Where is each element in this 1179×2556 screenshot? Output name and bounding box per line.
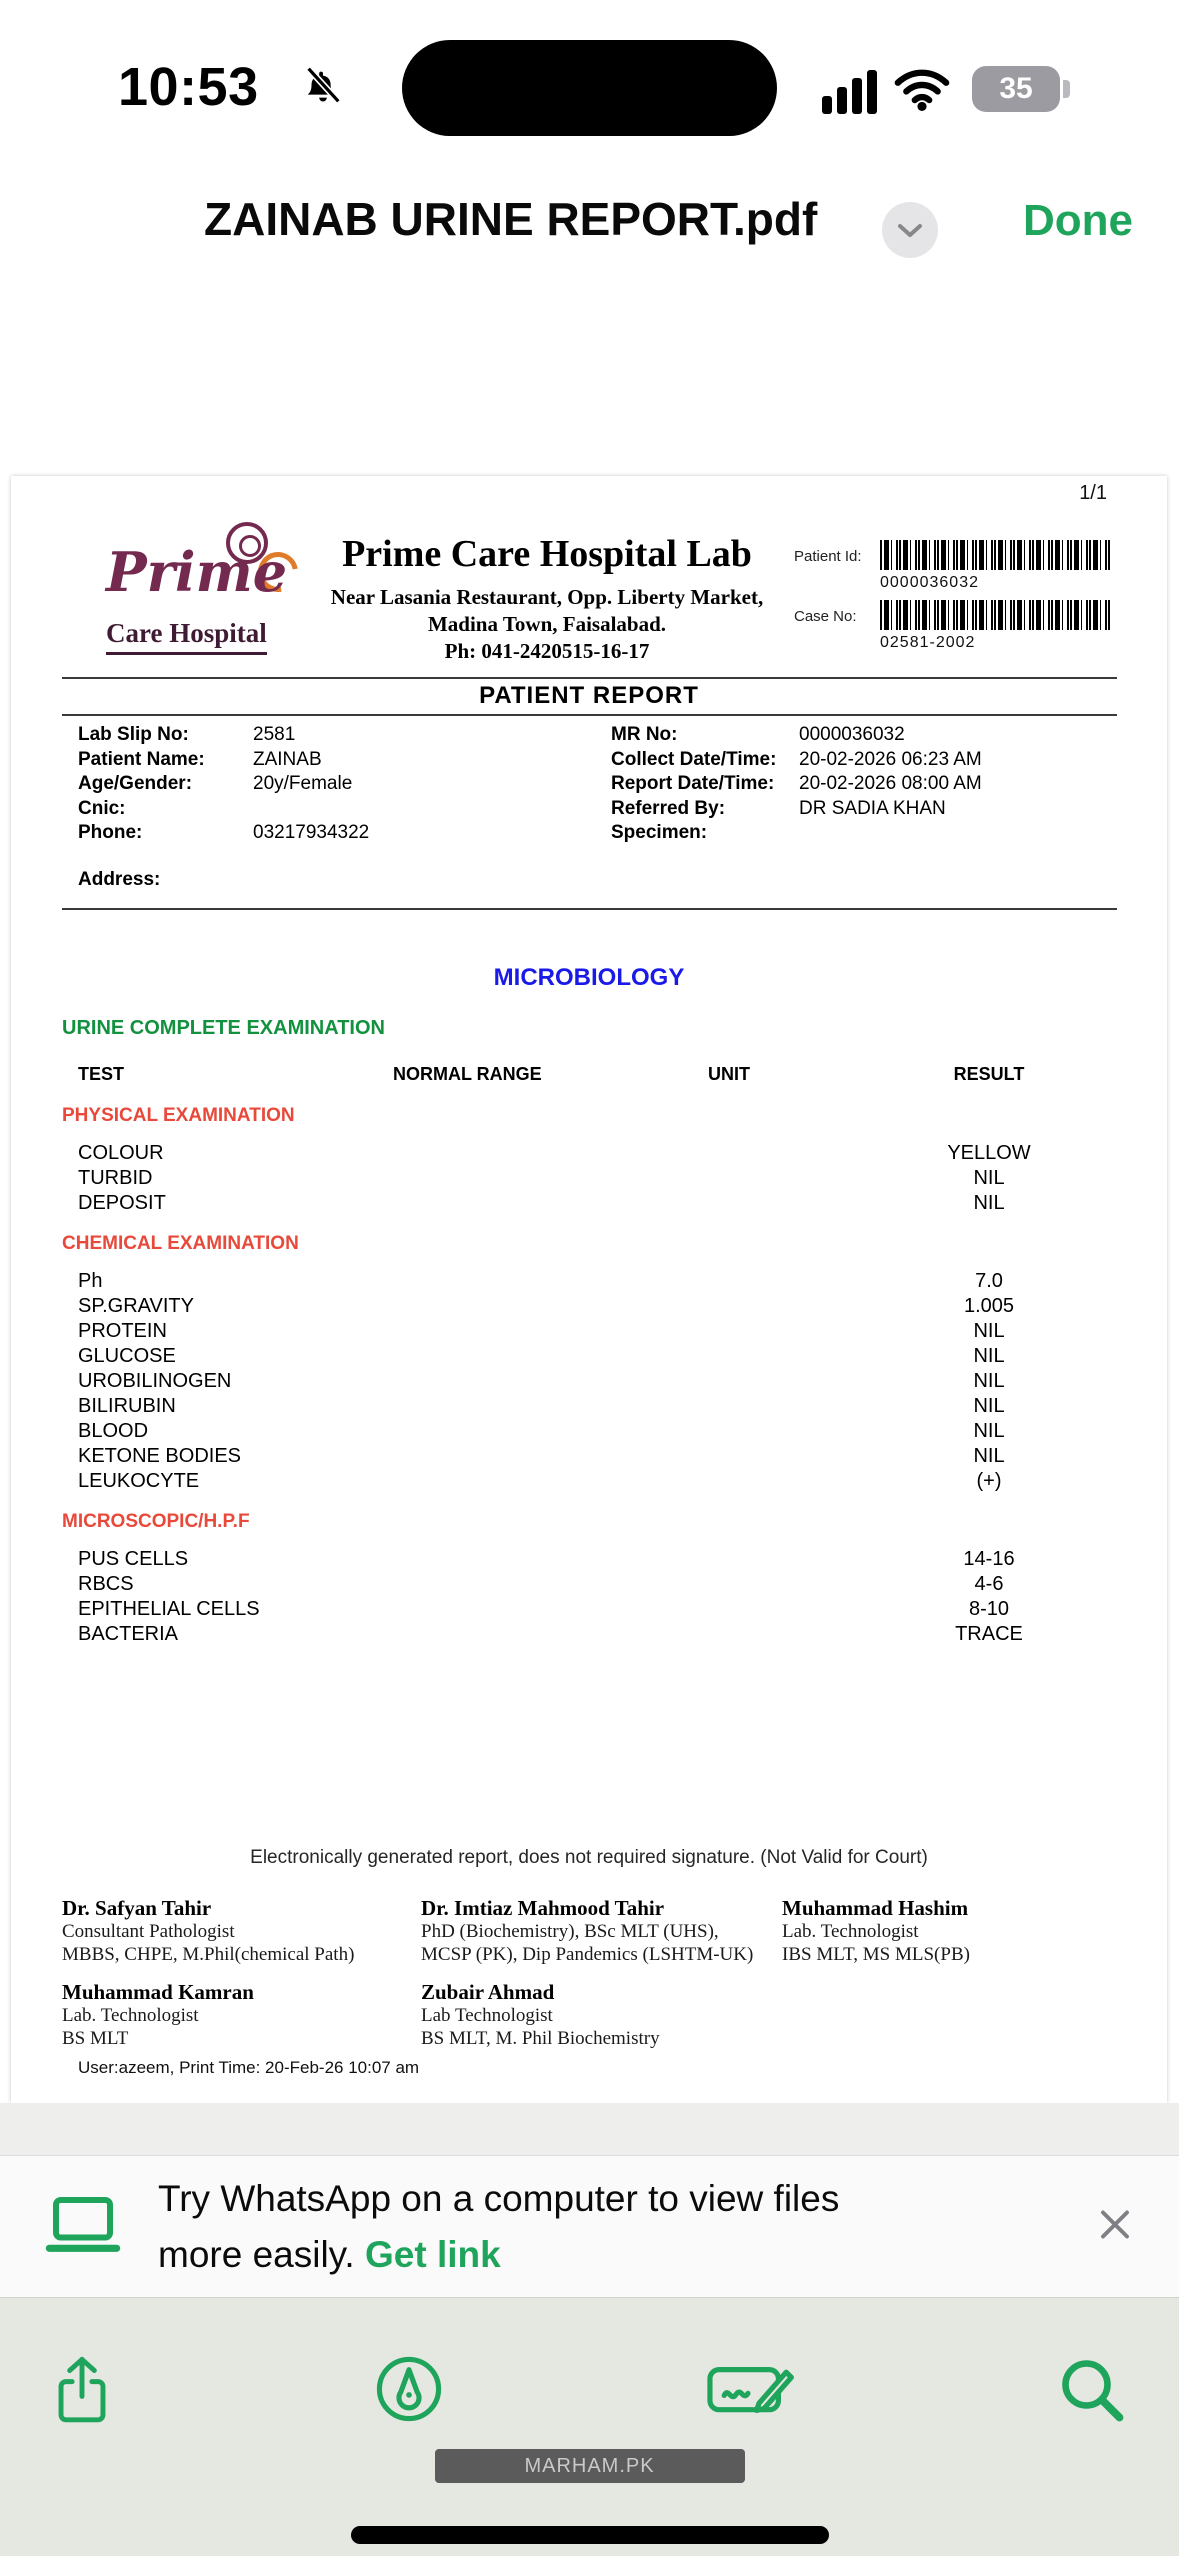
banner-text: Try WhatsApp on a computer to view files more easily. Get link [158, 2177, 840, 2275]
exam-heading: URINE COMPLETE EXAMINATION [62, 1017, 385, 1039]
info-row: Referred By: DR SADIA KHAN [611, 797, 946, 819]
group-heading-chemical: CHEMICAL EXAMINATION [62, 1233, 299, 1254]
print-info: User:azeem, Print Time: 20-Feb-26 10:07 am [78, 2058, 420, 2077]
case-no-barcode [880, 600, 1110, 630]
info-row: Specimen: [611, 822, 708, 844]
case-no-value: 02581-2002 [880, 634, 976, 651]
divider [62, 677, 1117, 679]
hospital-name: Prime Care Hospital Lab [342, 533, 752, 575]
signatory: Dr. Safyan Tahir Consultant Pathologist MBBS, CHPE, M.Phil(chemical Path) [62, 1896, 355, 1965]
watermark-label: MARHAM.PK [435, 2449, 745, 2483]
info-row: Report Date/Time: 20-02-2026 08:00 AM [611, 773, 982, 795]
close-icon [1097, 2206, 1133, 2242]
home-indicator[interactable] [351, 2526, 829, 2544]
table-row: SP.GRAVITY 1.005 [78, 1295, 1015, 1317]
pdf-page[interactable] [11, 476, 1167, 2103]
info-row: Age/Gender: 20y/Female [78, 773, 353, 795]
get-link-button[interactable]: Get link [365, 2233, 501, 2275]
table-row: BILIRUBIN NIL [78, 1395, 1005, 1417]
table-row: BLOOD NIL [78, 1420, 1005, 1442]
info-row: Lab Slip No: 2581 [78, 724, 296, 745]
table-row: GLUCOSE NIL [78, 1345, 1005, 1367]
table-row: Ph 7.0 [78, 1270, 1003, 1292]
share-icon [52, 2352, 112, 2426]
hospital-address-line1: Near Lasania Restaurant, Opp. Liberty Market, [330, 585, 764, 609]
group-heading-microscopic: MICROSCOPIC/H.P.F [62, 1511, 250, 1532]
laptop-icon [44, 2192, 122, 2261]
wifi-icon [893, 68, 951, 117]
patient-id-value: 0000036032 [880, 574, 979, 591]
page-indicator: 1/1 [1079, 482, 1107, 504]
table-row: PROTEIN NIL [78, 1320, 1005, 1342]
battery-percent: 35 [999, 72, 1033, 105]
table-row: RBCS 4-6 [78, 1573, 1004, 1595]
table-row: PUS CELLS 14-16 [78, 1548, 1015, 1570]
logo-subtext: Care Hospital [106, 618, 267, 655]
group-heading-physical: PHYSICAL EXAMINATION [62, 1105, 295, 1126]
markup-pen-icon [373, 2353, 445, 2425]
report-title: PATIENT REPORT [479, 682, 699, 709]
banner-close-button[interactable] [1097, 2206, 1133, 2247]
pdf-toolbar [0, 2297, 1179, 2556]
table-row: TURBID NIL [78, 1167, 1005, 1189]
divider [62, 714, 1117, 716]
table-row: DEPOSIT NIL [78, 1192, 1005, 1214]
search-icon [1055, 2353, 1127, 2425]
info-row: Address: [78, 868, 161, 890]
info-row: Patient Name: ZAINAB [78, 748, 322, 770]
dynamic-island [402, 40, 777, 136]
battery-icon [972, 66, 1060, 112]
whatsapp-desktop-banner [0, 2155, 1179, 2297]
patient-id-label: Patient Id: [794, 548, 862, 565]
chevron-down-icon [897, 222, 923, 238]
section-heading-microbiology: MICROBIOLOGY [493, 964, 685, 991]
document-title: ZAINAB URINE REPORT.pdf [204, 193, 818, 245]
table-row: LEUKOCYTE (+) [78, 1470, 1002, 1492]
share-button[interactable] [52, 2352, 112, 2426]
hospital-address-line2: Madina Town, Faisalabad. [427, 612, 667, 636]
patient-id-barcode [880, 540, 1110, 570]
signatory: Muhammad Hashim Lab. Technologist IBS MLT, MS MLS(PB) [782, 1896, 970, 1965]
hospital-header [292, 532, 802, 665]
table-row: BACTERIA TRACE [78, 1623, 1023, 1645]
mute-bell-icon [300, 62, 346, 113]
disclaimer-text: Electronically generated report, does not required signature. (Not Valid for Court) [250, 1847, 928, 1868]
signature-icon [706, 2358, 794, 2420]
markup-button[interactable] [373, 2353, 445, 2425]
table-header-row: TEST NORMAL RANGE UNIT RESULT [78, 1064, 1025, 1084]
table-row: COLOUR YELLOW [78, 1142, 1031, 1164]
info-row: Phone: 03217934322 [78, 822, 370, 844]
logo-script-text: Prime [106, 540, 288, 604]
table-row: KETONE BODIES NIL [78, 1445, 1005, 1467]
viewer-gap-strip [0, 2103, 1179, 2155]
signatory: Dr. Imtiaz Mahmood Tahir PhD (Biochemistry), BSc MLT (UHS), MCSP (PK), Dip Pandemics (LSHTM-UK) [421, 1896, 754, 1965]
status-time: 10:53 [118, 57, 259, 117]
table-row: EPITHELIAL CELLS 8-10 [78, 1598, 1010, 1620]
done-button[interactable]: Done [1023, 196, 1133, 245]
patient-info-left [78, 723, 548, 893]
hospital-phone: Ph: 041-2420515-16-17 [444, 639, 650, 663]
results-table [11, 1064, 1167, 1648]
signatory: Muhammad Kamran Lab. Technologist BS MLT [62, 1980, 254, 2049]
divider [62, 908, 1117, 910]
info-row: MR No: 0000036032 [611, 724, 905, 745]
title-options-button[interactable] [882, 202, 938, 258]
search-button[interactable] [1055, 2353, 1127, 2425]
info-row: Collect Date/Time: 20-02-2026 06:23 AM [611, 748, 982, 770]
signature-button[interactable] [706, 2358, 794, 2420]
cellular-signal-icon [822, 70, 880, 114]
info-row: Cnic: [78, 797, 126, 819]
hospital-logo [106, 524, 306, 662]
battery-nub [1063, 80, 1070, 98]
case-no-label: Case No: [794, 608, 857, 625]
patient-info-right [611, 723, 1141, 846]
patient-ids-block [794, 532, 1134, 664]
table-row: UROBILINOGEN NIL [78, 1370, 1005, 1392]
signatory: Zubair Ahmad Lab Technologist BS MLT, M. Phil Biochemistry [421, 1980, 660, 2049]
